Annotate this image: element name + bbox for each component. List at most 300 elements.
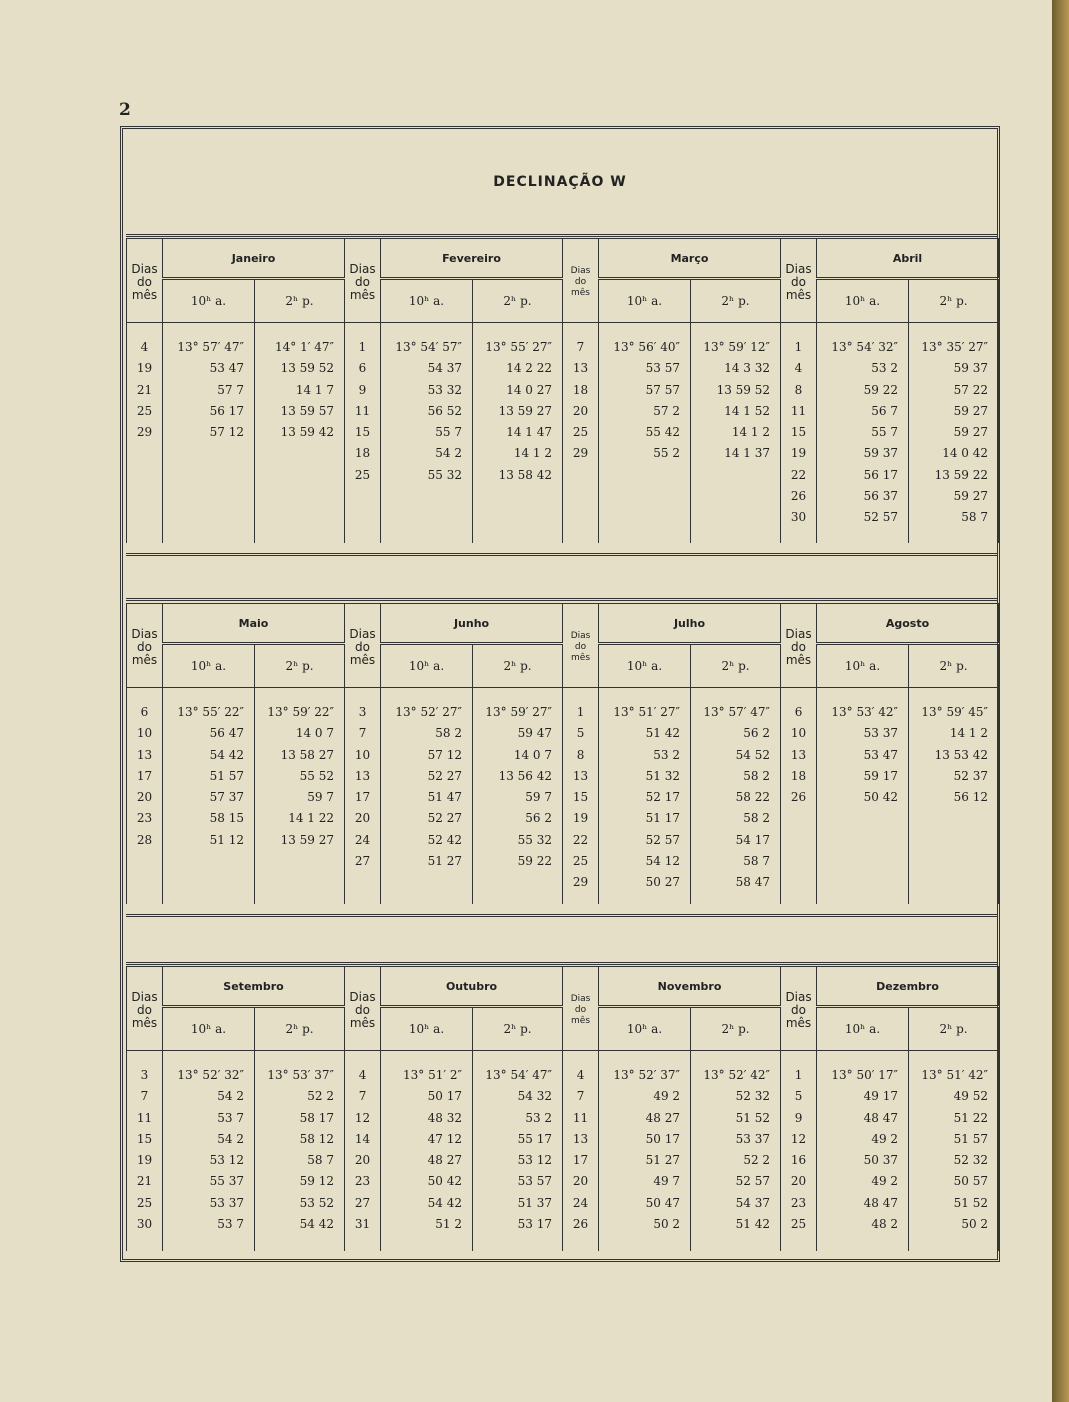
morning-value: 55 37 xyxy=(209,1174,244,1189)
afternoon-value: 58 12 xyxy=(299,1131,335,1146)
afternoon-value: 52 2 xyxy=(307,1089,335,1104)
morning-header: 10ʰ a. xyxy=(381,644,473,688)
afternoon-value: 52 37 xyxy=(953,768,989,783)
day-value: 21 xyxy=(136,1174,153,1189)
afternoon-value: 13° 57′ 47″ xyxy=(703,705,771,719)
month-header: Outubro xyxy=(381,967,563,1007)
morning-value: 13° 54′ 57″ xyxy=(395,340,462,354)
month-header: Novembro xyxy=(599,967,781,1007)
day-value: 19 xyxy=(136,361,153,376)
morning-value: 52 42 xyxy=(427,832,463,847)
morning-value: 13° 52′ 32″ xyxy=(177,1068,244,1082)
afternoon-value: 14 1 52 xyxy=(724,403,770,418)
morning-value: 52 27 xyxy=(427,768,463,783)
morning-value: 54 42 xyxy=(209,747,244,762)
days-column xyxy=(345,688,381,904)
day-value: 19 xyxy=(790,446,807,461)
morning-value: 13° 52′ 37″ xyxy=(613,1068,681,1082)
section-rule xyxy=(126,553,998,556)
day-value: 17 xyxy=(354,790,371,805)
day-value: 3 xyxy=(358,705,367,719)
day-value: 22 xyxy=(790,467,807,482)
day-value: 22 xyxy=(572,832,589,847)
am-column xyxy=(163,323,255,543)
page-title: DECLINAÇÃO W xyxy=(493,174,627,190)
quarter-table xyxy=(126,603,999,904)
morning-value: 57 57 xyxy=(645,382,680,397)
day-value: 11 xyxy=(354,403,371,418)
morning-value: 48 32 xyxy=(427,1110,463,1125)
morning-value: 52 17 xyxy=(645,790,681,805)
afternoon-value: 13° 35′ 27″ xyxy=(921,340,989,354)
afternoon-value: 52 2 xyxy=(743,1153,771,1168)
afternoon-value: 13 59 42 xyxy=(280,425,334,440)
morning-header: 10ʰ a. xyxy=(163,279,255,323)
day-value: 20 xyxy=(136,790,153,805)
day-value: 7 xyxy=(358,1089,367,1104)
pm-column xyxy=(255,688,345,904)
day-value: 29 xyxy=(572,446,589,461)
afternoon-value: 13° 59′ 12″ xyxy=(703,340,770,354)
days-column xyxy=(127,323,163,543)
morning-header: 10ʰ a. xyxy=(163,644,255,688)
pm-column xyxy=(691,1051,781,1251)
afternoon-value: 53 52 xyxy=(299,1195,335,1210)
afternoon-value: 14 0 42 xyxy=(942,446,989,461)
afternoon-value: 58 7 xyxy=(961,510,989,525)
morning-value: 53 37 xyxy=(209,1195,244,1210)
day-value: 23 xyxy=(136,811,153,826)
afternoon-value: 59 12 xyxy=(299,1174,335,1189)
morning-value: 51 57 xyxy=(209,768,244,783)
morning-value: 59 37 xyxy=(863,446,898,461)
day-value: 17 xyxy=(572,1153,589,1168)
afternoon-value: 13 59 52 xyxy=(716,382,770,397)
day-value: 11 xyxy=(572,1110,589,1125)
morning-value: 50 37 xyxy=(863,1153,899,1168)
table-row xyxy=(127,323,999,543)
afternoon-value: 58 7 xyxy=(743,854,771,869)
afternoon-value: 56 2 xyxy=(743,726,771,741)
day-value: 7 xyxy=(576,1089,585,1104)
day-value: 21 xyxy=(136,382,153,397)
afternoon-value: 14 0 27 xyxy=(506,382,552,397)
day-value: 13 xyxy=(572,768,589,783)
morning-value: 53 47 xyxy=(209,361,244,376)
morning-value: 59 17 xyxy=(863,768,899,783)
pm-column xyxy=(691,323,781,543)
afternoon-value: 53 17 xyxy=(517,1217,553,1232)
month-header: Julho xyxy=(599,604,781,644)
afternoon-value: 58 17 xyxy=(299,1110,335,1125)
quarter-table xyxy=(126,238,999,543)
afternoon-value: 59 22 xyxy=(517,854,553,869)
morning-value: 54 42 xyxy=(427,1195,463,1210)
day-value: 25 xyxy=(572,425,589,440)
day-value: 15 xyxy=(354,425,371,440)
afternoon-value: 51 52 xyxy=(735,1110,771,1125)
day-value: 20 xyxy=(354,811,371,826)
days-column xyxy=(781,1051,817,1251)
day-value: 8 xyxy=(794,382,803,397)
day-value: 25 xyxy=(572,854,589,869)
afternoon-value: 55 52 xyxy=(299,768,335,783)
afternoon-header: 2ʰ p. xyxy=(255,644,345,688)
morning-value: 49 17 xyxy=(863,1089,899,1104)
day-value: 19 xyxy=(136,1153,153,1168)
day-value: 17 xyxy=(136,768,153,783)
day-value: 4 xyxy=(794,361,803,376)
afternoon-header: 2ʰ p. xyxy=(909,279,999,323)
day-value: 20 xyxy=(354,1153,371,1168)
section-rule xyxy=(126,962,998,965)
table-row xyxy=(127,688,999,904)
day-value: 24 xyxy=(354,832,371,847)
morning-value: 48 27 xyxy=(645,1110,681,1125)
afternoon-value: 51 57 xyxy=(953,1131,989,1146)
quarter-table xyxy=(126,966,999,1251)
afternoon-value: 57 22 xyxy=(953,382,989,397)
morning-value: 53 7 xyxy=(217,1110,244,1125)
am-column xyxy=(163,1051,255,1251)
afternoon-value: 58 2 xyxy=(743,768,771,783)
afternoon-header: 2ʰ p. xyxy=(255,279,345,323)
afternoon-value: 14 1 47 xyxy=(506,425,552,440)
afternoon-value: 13° 52′ 42″ xyxy=(703,1068,771,1082)
afternoon-value: 51 22 xyxy=(953,1110,989,1125)
afternoon-value: 59 27 xyxy=(953,489,989,504)
afternoon-value: 51 42 xyxy=(735,1217,771,1232)
afternoon-value: 52 57 xyxy=(735,1174,771,1189)
day-value: 4 xyxy=(140,340,149,354)
day-value: 9 xyxy=(358,382,367,397)
morning-value: 50 47 xyxy=(645,1195,681,1210)
morning-value: 48 27 xyxy=(427,1153,463,1168)
morning-value: 56 37 xyxy=(863,489,898,504)
days-header: Dias do mês xyxy=(781,604,817,688)
morning-value: 13° 54′ 32″ xyxy=(831,340,898,354)
morning-value: 56 52 xyxy=(427,403,462,418)
morning-value: 53 2 xyxy=(871,361,898,376)
morning-value: 57 37 xyxy=(209,790,244,805)
day-value: 10 xyxy=(136,726,153,741)
afternoon-header: 2ʰ p. xyxy=(909,1007,999,1051)
morning-value: 13° 51′ 27″ xyxy=(613,705,681,719)
table-row xyxy=(127,1051,999,1251)
morning-value: 51 2 xyxy=(435,1217,463,1232)
day-value: 29 xyxy=(136,425,153,440)
afternoon-header: 2ʰ p. xyxy=(255,1007,345,1051)
days-header: Dias do mês xyxy=(345,604,381,688)
morning-value: 13° 55′ 22″ xyxy=(177,705,244,719)
pm-column xyxy=(255,323,345,543)
day-value: 10 xyxy=(354,747,371,762)
morning-value: 54 2 xyxy=(217,1089,244,1104)
morning-value: 58 2 xyxy=(435,726,463,741)
title-rule xyxy=(126,234,998,237)
day-value: 7 xyxy=(140,1089,149,1104)
morning-value: 50 17 xyxy=(427,1089,463,1104)
morning-value: 50 17 xyxy=(645,1131,681,1146)
section-rule xyxy=(126,598,998,601)
day-value: 18 xyxy=(354,446,371,461)
morning-value: 50 42 xyxy=(863,790,899,805)
afternoon-value: 14 1 7 xyxy=(295,382,334,397)
morning-value: 51 27 xyxy=(645,1153,681,1168)
am-column xyxy=(817,323,909,543)
afternoon-value: 54 42 xyxy=(299,1217,335,1232)
am-column xyxy=(817,688,909,904)
morning-value: 48 47 xyxy=(863,1110,899,1125)
morning-value: 57 7 xyxy=(217,382,244,397)
afternoon-value: 14 0 7 xyxy=(295,726,335,741)
morning-value: 51 17 xyxy=(645,811,681,826)
afternoon-value: 59 47 xyxy=(517,726,553,741)
afternoon-value: 13 59 27 xyxy=(280,832,335,847)
month-header: Abril xyxy=(817,239,999,279)
day-value: 16 xyxy=(790,1153,807,1168)
afternoon-value: 13 56 42 xyxy=(498,768,553,783)
morning-value: 55 42 xyxy=(645,425,680,440)
morning-header: 10ʰ a. xyxy=(599,1007,691,1051)
day-value: 11 xyxy=(790,403,807,418)
days-column xyxy=(345,323,381,543)
afternoon-value: 53 12 xyxy=(517,1153,553,1168)
pm-column xyxy=(473,323,563,543)
day-value: 13 xyxy=(572,1131,589,1146)
afternoon-value: 51 37 xyxy=(517,1195,553,1210)
morning-value: 55 7 xyxy=(871,425,898,440)
day-value: 15 xyxy=(136,1131,153,1146)
day-value: 25 xyxy=(136,403,153,418)
afternoon-value: 56 2 xyxy=(525,811,553,826)
afternoon-value: 13° 54′ 47″ xyxy=(485,1068,553,1082)
day-value: 18 xyxy=(790,768,807,783)
afternoon-value: 13° 59′ 45″ xyxy=(921,705,989,719)
day-value: 27 xyxy=(354,1195,371,1210)
afternoon-value: 55 17 xyxy=(517,1131,553,1146)
days-header: Dias do mês xyxy=(127,967,163,1051)
afternoon-value: 55 32 xyxy=(517,832,553,847)
day-value: 30 xyxy=(790,510,807,525)
morning-value: 48 47 xyxy=(863,1195,899,1210)
afternoon-value: 59 37 xyxy=(953,361,989,376)
morning-value: 50 42 xyxy=(427,1174,463,1189)
afternoon-value: 13 58 27 xyxy=(280,747,335,762)
day-value: 6 xyxy=(358,361,367,376)
afternoon-value: 13 59 27 xyxy=(498,403,552,418)
morning-header: 10ʰ a. xyxy=(599,279,691,323)
day-value: 13 xyxy=(136,747,153,762)
afternoon-value: 14° 1′ 47″ xyxy=(274,340,334,354)
am-column xyxy=(163,688,255,904)
afternoon-value: 14 1 37 xyxy=(724,446,770,461)
days-header: Dias do mês xyxy=(563,967,599,1051)
afternoon-header: 2ʰ p. xyxy=(691,279,781,323)
morning-value: 59 22 xyxy=(863,382,898,397)
morning-header: 10ʰ a. xyxy=(163,1007,255,1051)
morning-value: 52 57 xyxy=(863,510,898,525)
day-value: 14 xyxy=(354,1131,371,1146)
pm-column xyxy=(909,1051,999,1251)
day-value: 25 xyxy=(790,1217,807,1232)
morning-value: 53 7 xyxy=(217,1217,244,1232)
pm-column xyxy=(473,688,563,904)
morning-value: 53 37 xyxy=(863,726,899,741)
day-value: 18 xyxy=(572,382,589,397)
days-column xyxy=(563,1051,599,1251)
morning-value: 58 15 xyxy=(209,811,244,826)
morning-value: 47 12 xyxy=(427,1131,463,1146)
afternoon-value: 14 1 2 xyxy=(949,726,989,741)
pm-column xyxy=(255,1051,345,1251)
days-header: Dias do mês xyxy=(781,239,817,323)
morning-value: 50 27 xyxy=(645,875,681,890)
day-value: 11 xyxy=(136,1110,153,1125)
morning-value: 57 2 xyxy=(653,403,680,418)
days-column xyxy=(127,688,163,904)
afternoon-value: 13 53 42 xyxy=(934,747,989,762)
day-value: 12 xyxy=(354,1110,371,1125)
month-header: Maio xyxy=(163,604,345,644)
day-value: 5 xyxy=(576,726,585,741)
day-value: 7 xyxy=(358,726,367,741)
afternoon-header: 2ʰ p. xyxy=(909,644,999,688)
day-value: 20 xyxy=(572,403,589,418)
afternoon-value: 51 52 xyxy=(953,1195,989,1210)
morning-value: 48 2 xyxy=(871,1217,899,1232)
morning-value: 13° 50′ 17″ xyxy=(831,1068,899,1082)
day-value: 3 xyxy=(140,1068,149,1082)
morning-value: 53 12 xyxy=(209,1153,244,1168)
afternoon-header: 2ʰ p. xyxy=(691,1007,781,1051)
month-header: Agosto xyxy=(817,604,999,644)
afternoon-value: 14 3 32 xyxy=(724,361,770,376)
morning-value: 57 12 xyxy=(209,425,244,440)
day-value: 13 xyxy=(572,361,589,376)
am-column xyxy=(381,323,473,543)
day-value: 1 xyxy=(794,340,803,354)
afternoon-header: 2ʰ p. xyxy=(473,1007,563,1051)
afternoon-value: 59 7 xyxy=(525,790,553,805)
afternoon-value: 14 1 2 xyxy=(513,446,552,461)
pm-column xyxy=(691,688,781,904)
month-header: Março xyxy=(599,239,781,279)
day-value: 30 xyxy=(136,1217,153,1232)
morning-value: 55 32 xyxy=(427,467,462,482)
day-value: 26 xyxy=(790,790,807,805)
day-value: 20 xyxy=(790,1174,807,1189)
afternoon-value: 14 1 2 xyxy=(731,425,770,440)
day-value: 4 xyxy=(358,1068,367,1082)
days-header: Dias do mês xyxy=(563,604,599,688)
afternoon-value: 49 52 xyxy=(953,1089,989,1104)
morning-value: 52 27 xyxy=(427,811,463,826)
afternoon-value: 13 59 52 xyxy=(280,361,334,376)
month-header: Fevereiro xyxy=(381,239,563,279)
morning-value: 56 17 xyxy=(209,403,244,418)
morning-value: 57 12 xyxy=(427,747,463,762)
day-value: 24 xyxy=(572,1195,589,1210)
morning-value: 51 32 xyxy=(645,768,681,783)
morning-value: 49 2 xyxy=(871,1131,899,1146)
days-header: Dias do mês xyxy=(563,239,599,323)
morning-value: 51 12 xyxy=(209,832,244,847)
day-value: 28 xyxy=(136,832,153,847)
am-column xyxy=(381,688,473,904)
day-value: 13 xyxy=(354,768,371,783)
morning-value: 56 7 xyxy=(871,403,898,418)
afternoon-value: 13° 53′ 37″ xyxy=(267,1068,335,1082)
morning-header: 10ʰ a. xyxy=(817,1007,909,1051)
morning-header: 10ʰ a. xyxy=(381,279,473,323)
day-value: 15 xyxy=(790,425,807,440)
afternoon-value: 54 17 xyxy=(735,832,771,847)
day-value: 31 xyxy=(354,1217,371,1232)
afternoon-header: 2ʰ p. xyxy=(691,644,781,688)
afternoon-value: 58 7 xyxy=(307,1153,335,1168)
am-column xyxy=(817,1051,909,1251)
morning-value: 54 2 xyxy=(435,446,462,461)
afternoon-value: 13° 59′ 27″ xyxy=(485,705,553,719)
morning-header: 10ʰ a. xyxy=(817,279,909,323)
day-value: 1 xyxy=(576,705,585,719)
days-header: Dias do mês xyxy=(345,967,381,1051)
day-value: 25 xyxy=(136,1195,153,1210)
afternoon-value: 53 2 xyxy=(525,1110,553,1125)
morning-value: 55 2 xyxy=(653,446,680,461)
page-edge xyxy=(1052,0,1069,1402)
morning-value: 51 42 xyxy=(645,726,681,741)
day-value: 9 xyxy=(794,1110,803,1125)
days-column xyxy=(345,1051,381,1251)
day-value: 25 xyxy=(354,467,371,482)
days-column xyxy=(781,323,817,543)
afternoon-header: 2ʰ p. xyxy=(473,644,563,688)
morning-value: 13° 53′ 42″ xyxy=(831,705,899,719)
afternoon-value: 52 32 xyxy=(953,1153,989,1168)
morning-value: 53 57 xyxy=(645,361,680,376)
afternoon-value: 13° 59′ 22″ xyxy=(267,705,335,719)
days-header: Dias do mês xyxy=(127,239,163,323)
day-value: 7 xyxy=(576,340,585,354)
morning-value: 54 37 xyxy=(427,361,462,376)
day-value: 13 xyxy=(790,747,807,762)
morning-value: 53 32 xyxy=(427,382,462,397)
day-value: 23 xyxy=(790,1195,807,1210)
days-column xyxy=(781,688,817,904)
afternoon-value: 54 37 xyxy=(735,1195,771,1210)
afternoon-value: 58 22 xyxy=(735,790,771,805)
days-header: Dias do mês xyxy=(127,604,163,688)
morning-value: 55 7 xyxy=(435,425,462,440)
morning-value: 49 7 xyxy=(653,1174,681,1189)
day-value: 20 xyxy=(572,1174,589,1189)
days-column xyxy=(563,323,599,543)
pm-column xyxy=(909,688,999,904)
morning-value: 13° 51′ 2″ xyxy=(403,1068,463,1082)
month-header: Junho xyxy=(381,604,563,644)
section-rule xyxy=(126,914,998,917)
am-column xyxy=(599,1051,691,1251)
morning-value: 13° 52′ 27″ xyxy=(395,705,463,719)
afternoon-value: 54 52 xyxy=(735,747,771,762)
morning-value: 13° 56′ 40″ xyxy=(613,340,680,354)
morning-value: 53 2 xyxy=(653,747,681,762)
day-value: 26 xyxy=(790,489,807,504)
afternoon-value: 52 32 xyxy=(735,1089,771,1104)
afternoon-value: 14 2 22 xyxy=(506,361,552,376)
